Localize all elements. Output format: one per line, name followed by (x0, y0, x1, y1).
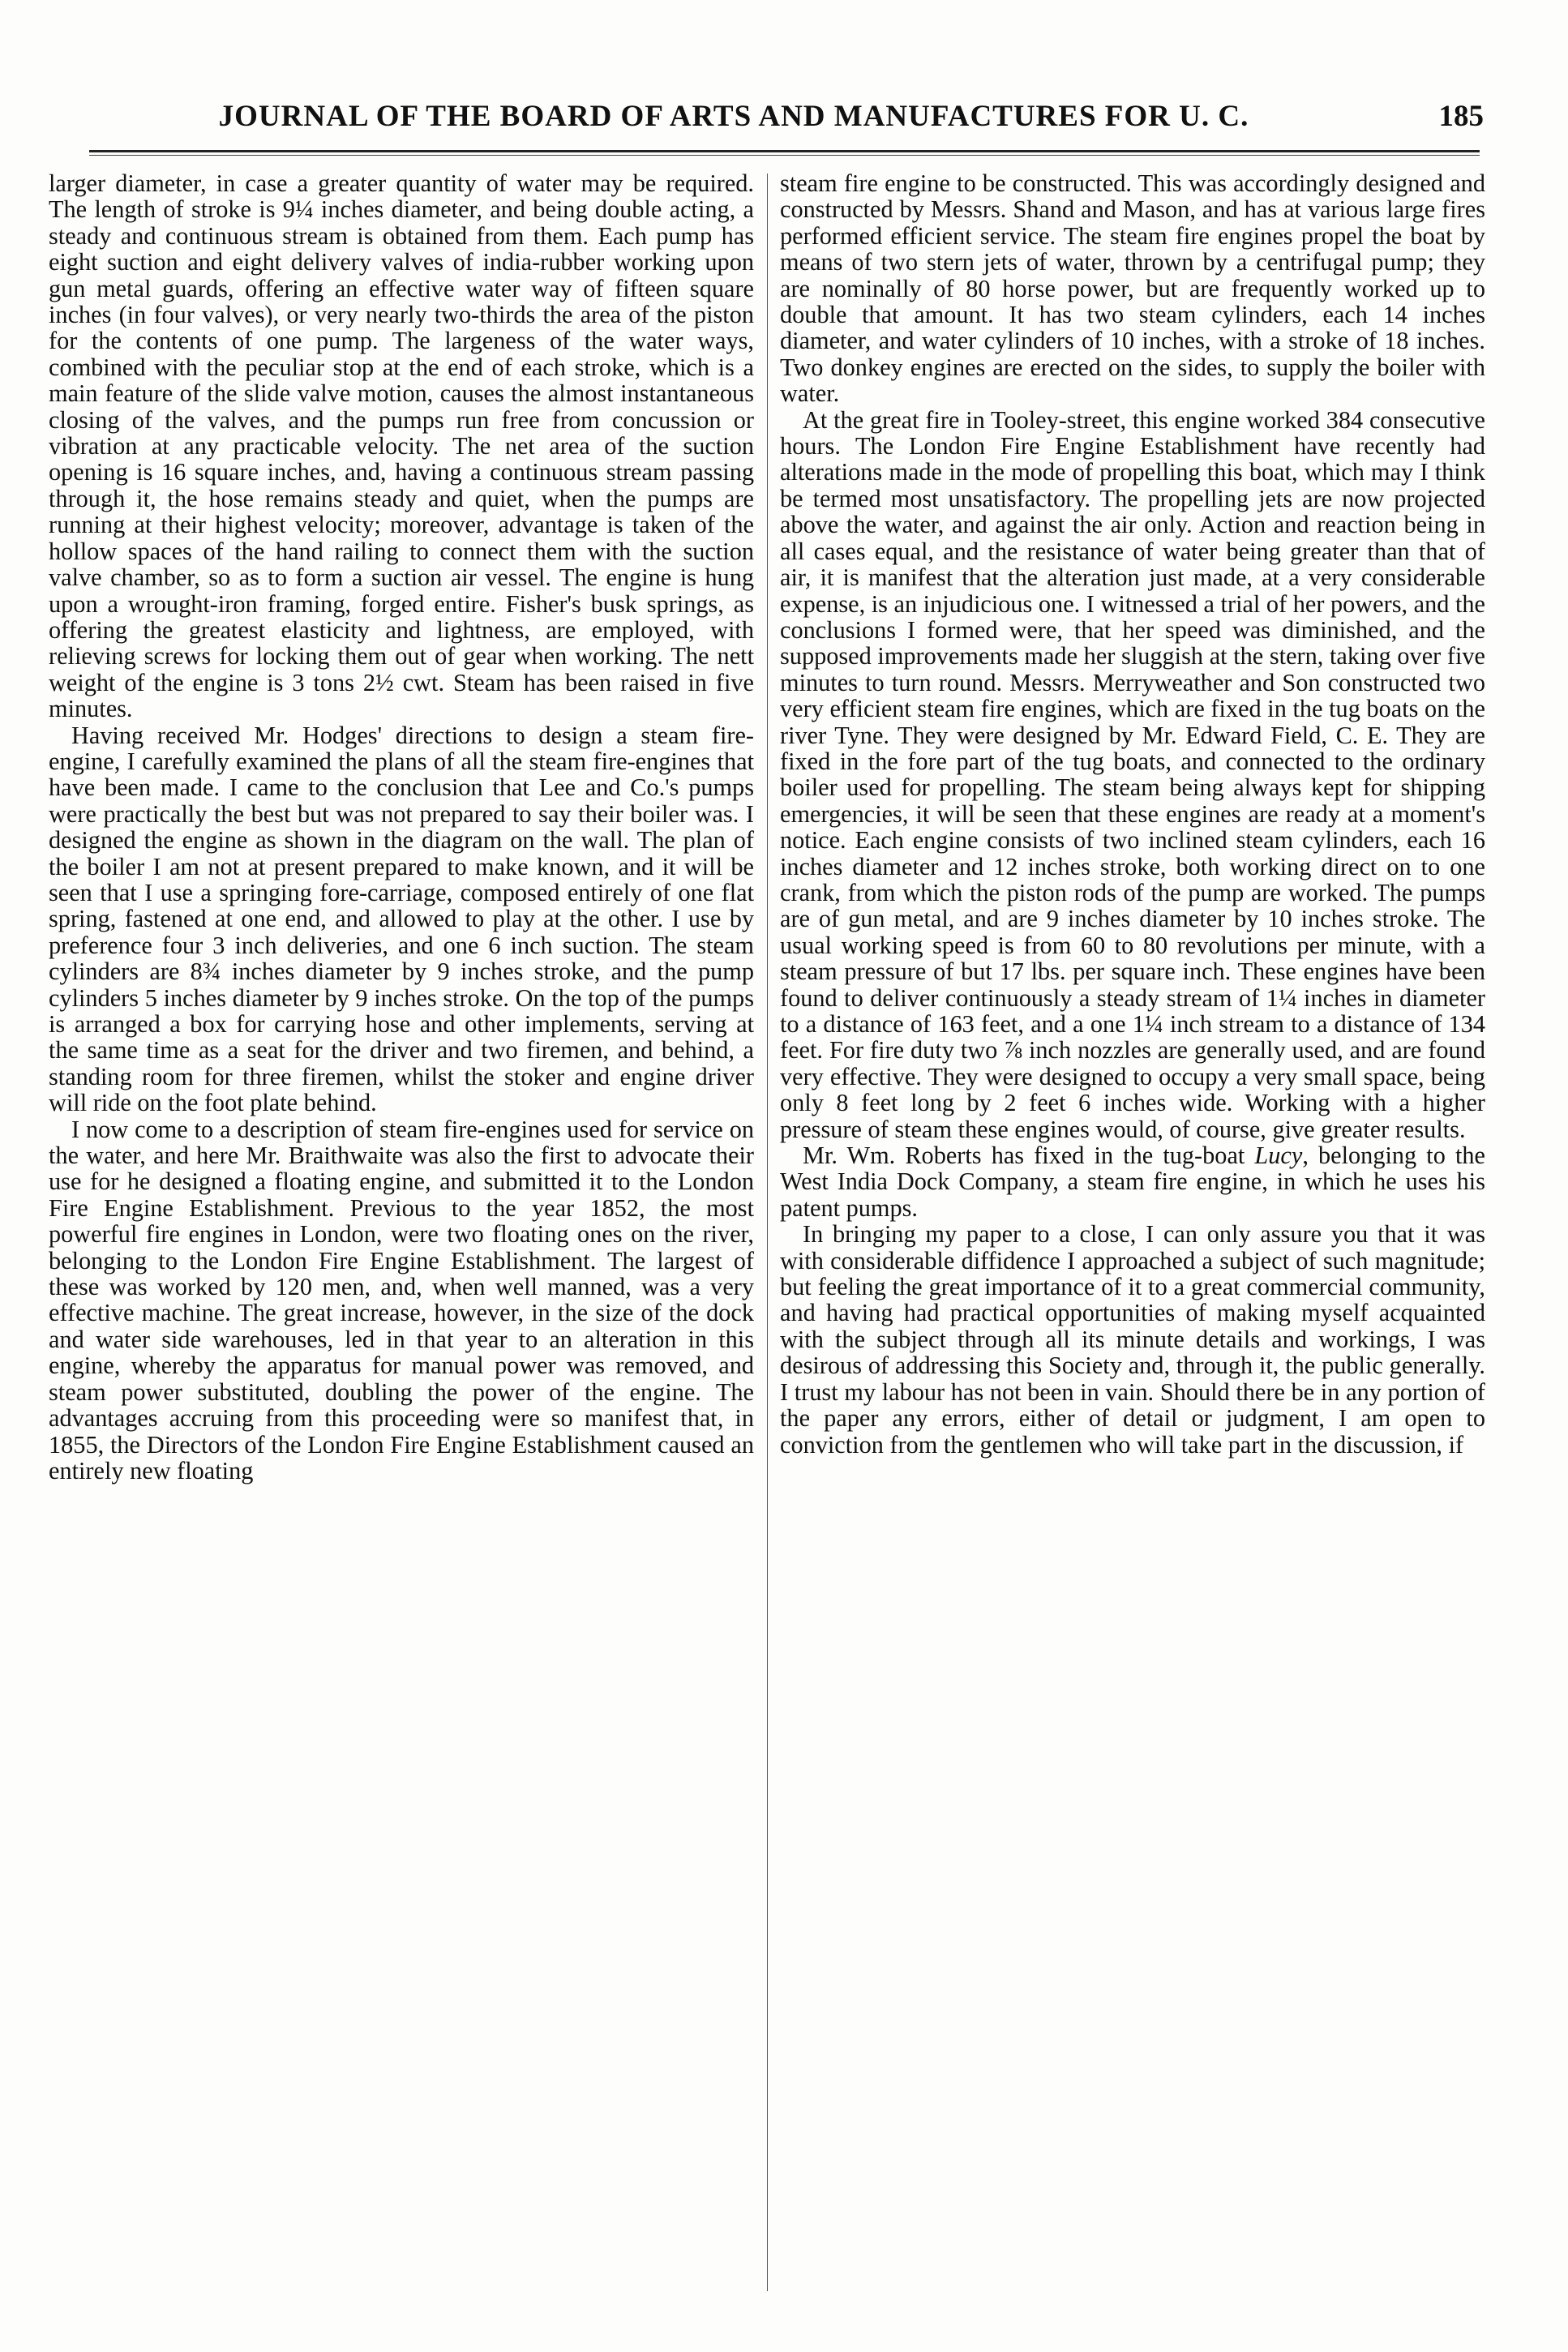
page-number: 185 (1438, 100, 1484, 133)
left-paragraph-2: Having received Mr. Hodges' directions to design a steam fire-engine, I carefully examined the plans of all the steam fire-engines that have been made. I came to the conclusion that Lee and Co.'s pumps were practically the best but was not prepared to say their boiler was. I designed the engine as shown in the diagram on the wall. The plan of the boiler I am not at present prepared to make known, and it will be seen that I use a springing fore-carriage, composed entirely of one flat spring, fastened at one end, and allowed to play at the other. I use by preference four 3 inch deliveries, and one 6 inch suction. The steam cylinders are 8¾ inches diameter by 9 inches stroke, and the pump cylinders 5 inches diameter by 9 inches stroke. On the top of the pumps is arranged a box for carrying hose and other implements, serving at the same time as a seat for the driver and two firemen, and behind, a standing room for three firemen, whilst the stoker and engine driver will ride on the foot plate behind. (49, 721, 754, 1117)
boat-name-lucy: Lucy (1254, 1142, 1303, 1170)
left-paragraph-3: I now come to a description of steam fire-engines used for service on the water, and here Mr. Braithwaite was also the first to advocate their use for he designed a floating engine, and submitted it to the London Fire Engine Establishment. Previous to the year 1852, the most powerful fire engines in London, were two floating ones on the river, belonging to the London Fire Engine Establishment. The largest of these was worked by 120 men, and, when well manned, was a very effective machine. The great increase, however, in the size of the dock and water side warehouses, led in that year to an alteration in this engine, whereby the apparatus for manual power was removed, and steam power substituted, doubling the power of the engine. The advantages accruing from this proceeding were so manifest that, in 1855, the Directors of the London Fire Engine Establishment caused an entirely new floating (49, 1115, 754, 1484)
right-paragraph-1: steam fire engine to be constructed. This was accordingly designed and constructed by Messrs. Shand and Mason, and has at various large fires performed efficient service. The steam fire engines propel the boat by means of two stern jets of water, thrown by a centrifugal pump; they are nominally of 80 horse power, but are frequently worked up to double that amount. It has two steam cylinders, each 14 inches diameter, and water cylinders of 10 inches, with a stroke of 18 inches. Two donkey engines are erected on the sides, to supply the boiler with water. (780, 170, 1485, 408)
right-paragraph-2: At the great fire in Tooley-street, this engine worked 384 consecutive hours. The London Fire Engine Establishment have recently had alterations made in the mode of propelling this boat, which may I think be termed most unsatisfactory. The propelling jets are now projected above the water, and against the air only. Action and reaction being in all cases equal, and the resistance of water being greater than that of air, it is manifest that the alteration just made, at a very considerable expense, is an injudicious one. I witnessed a trial of her powers, and the conclusions I formed were, that her speed was diminished, and the supposed improvements made her sluggish at the stern, taking over five minutes to turn round. Messrs. Merryweather and Son constructed two very efficient steam fire engines, which are fixed in the tug boats on the river Tyne. They were designed by Mr. Edward Field, C. E. They are fixed in the fore part of the tug boats, and connected to the ordinary boiler used for propelling. The steam being always kept for shipping emergencies, it will be seen that these engines are ready at a moment's notice. Each engine consists of two inclined steam cylinders, each 16 inches diameter and 12 inches stroke, both working direct on to one crank, from which the piston rods of the pump are worked. The pumps are of gun metal, and are 9 inches diameter by 10 inches stroke. The usual working speed is from 60 to 80 revolutions per minute, with a steam pressure of but 17 lbs. per square inch. These engines have been found to deliver continuously a steady stream of 1¼ inches in diameter to a distance of 163 feet, and a one 1¼ inch stream to a distance of 134 feet. For fire duty two ⅞ inch nozzles are generally used, and are found very effective. They were designed to occupy a very small space, being only 8 feet long by 2 feet 6 inches wide. Working with a higher pressure of steam these engines would, of course, give greater results. (780, 405, 1485, 1143)
column-divider (767, 174, 768, 2291)
left-paragraph-1: larger diameter, in case a greater quantity of water may be required. The length of stroke is 9¼ inches diameter, and being double acting, a steady and continuous stream is obtained from them. Each pump has eight suction and eight delivery valves of india-rubber working upon gun metal guards, offering an effective water way of fifteen square inches (in four valves), or very nearly two-thirds the area of the piston for the contents of one pump. The largeness of the water ways, combined with the peculiar stop at the end of each stroke, which is a main feature of the slide valve motion, causes the almost instantaneous closing of the valves, and the pumps run free from concussion or vibration at any practicable velocity. The net area of the suction opening is 16 square inches, and, having a continuous stream passing through it, the hose remains steady and quiet, when the pumps are running at their highest velocity; moreover, advantage is taken of the hollow spaces of the hand railing to connect them with the suction valve chamber, so as to form a suction air vessel. The engine is hung upon a wrought-iron framing, forged entire. Fisher's busk springs, as offering the greatest elasticity and lightness, are employed, with relieving screws for locking them out of gear when working. The nett weight of the engine is 3 tons 2½ cwt. Steam has been raised in five minutes. (49, 170, 754, 723)
text-columns (49, 170, 1484, 2294)
right-paragraph-3-start: Mr. Wm. Roberts has fixed in the tug-boat (803, 1142, 1255, 1170)
right-paragraph-3 (780, 1142, 1485, 1221)
header-rule (89, 150, 1480, 156)
right-column (780, 170, 1485, 2294)
right-paragraph-3-end: , belonging to the West India Dock Company, a steam fire engine, in which he uses his patent pumps. (780, 1142, 1485, 1222)
page-header (57, 99, 1484, 139)
running-head: JOURNAL OF THE BOARD OF ARTS AND MANUFACTURES FOR U. C. (218, 100, 1249, 133)
right-paragraph-4: In bringing my paper to a close, I can only assure you that it was with considerable diffidence I approached a subject of such magnitude; but feeling the great importance of it to a great commercial community, and having had practical opportunities of making myself acquainted with the subject through all its minute details and workings, I was desirous of addressing this Society and, through it, the public generally. I trust my labour has not been in vain. Should there be in any portion of the paper any errors, either of detail or judgment, I am open to conviction from the gentlemen who will take part in the discussion, if (780, 1220, 1485, 1459)
left-column (49, 170, 754, 2294)
